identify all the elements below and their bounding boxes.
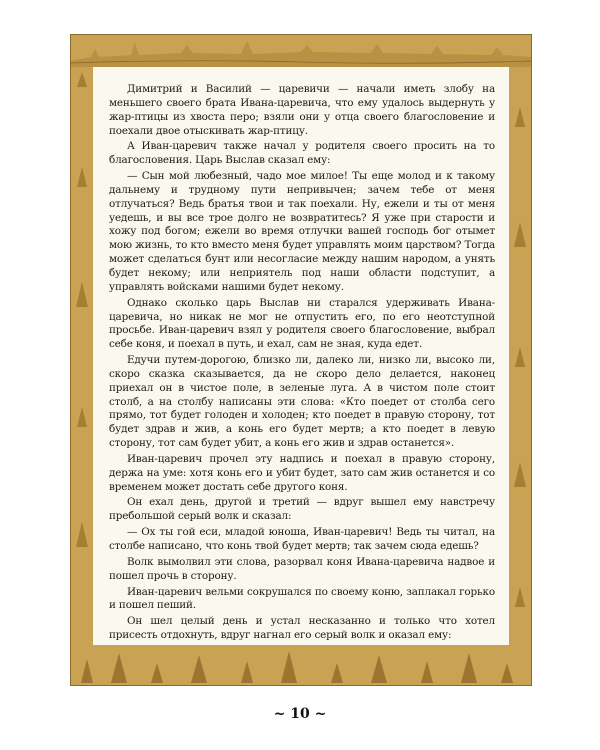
story-paragraph: А Иван-царевич также начал у родителя своего просить на то благословения. Царь Выслав сказал ему:	[109, 140, 495, 167]
kremlin-panorama-illustration	[71, 35, 531, 67]
story-paragraph: Он шел целый день и устал несказанно и только что хотел присесть отдохнуть, вдруг нагнал его серый волк и оказал ему:	[109, 615, 495, 642]
story-paragraph: — Ох ты гой еси, младой юноша, Иван-царевич! Ведь ты читал, на столбе написано, что конь твой будет мертв; так зачем сюда едешь?	[109, 526, 495, 552]
story-paragraph: Однако сколько царь Выслав ни старался удерживать Ивана-царевича, но никак не мог не отпустить его, по его неотступной просьбе. Иван-царевич взял у родителя своего благословение, выбрал себе коня, и поехал в путь, и ехал, сам не зная, куда едет.	[109, 296, 495, 351]
page-number: ~ 10 ~	[273, 706, 327, 722]
story-paragraph: Он ехал день, другой и третий — вдруг вышел ему навстречу пребольшой серый волк и сказал:	[109, 496, 495, 523]
forest-border-right-illustration	[509, 67, 531, 647]
story-paragraph: Димитрий и Василий — царевичи — начали иметь злобу на меньшего своего брата Ивана-царевича, что ему удалось выдернуть у жар-птицы из хвоста перо; взяли они у отца своего благословение и поехали двое отыскивать жар-птицу.	[109, 83, 495, 137]
story-paragraph: Иван-царевич вельми сокрушался по своему коню, заплакал горько и пошел пеший.	[109, 585, 495, 612]
story-paragraph: — Сын мой любезный, чадо мое милое! Ты еще молод и к такому дальнему и трудному пути непривычен; зачем тебе от меня отлучаться? Ведь братья твои и так поехали. Ну, ежели и ты от меня уедешь, и вы все трое долго не возвратитесь? Я уже при старости и хожу под богом; ежели во время отлучки вашей господь бог отымет мою жизнь, то кто вместо меня будет управлять моим царством? Тогда может сделаться бунт или несогласие между нашим народом, а унять будет некому; или неприятель под наши области подступит, а управлять войсками нашими будет некому.	[109, 170, 495, 293]
story-paragraph: Едучи путем-дорогою, близко ли, далеко ли, низко ли, высоко ли, скоро сказка сказывается, да не скоро дело делается, наконец приехал он в чистое поле, в зеленые луга. А в чистом поле стоит столб, а на столбу написаны эти слова: «Кто поедет от столба сего прямо, тот будет голоден и холоден; кто поедет в правую сторону, тот будет здрав и жив, а конь его будет мертв; а кто поедет в левую сторону, тот сам будет убит, а конь его жив и здрав останется».	[109, 354, 495, 450]
page-border-frame	[70, 34, 532, 686]
story-paragraph: Волк вымолвил эти слова, разорвал коня Ивана-царевича надвое и пошел прочь в сторону.	[109, 555, 495, 582]
forest-border-bottom-illustration	[71, 645, 531, 685]
story-paragraph: Иван-царевич прочел эту надпись и поехал в правую сторону, держа на уме: хотя конь его и убит будет, зато сам жив останется и со временем может достать себе другого коня.	[109, 452, 495, 493]
forest-border-left-illustration	[71, 67, 93, 647]
story-text-panel	[93, 67, 509, 645]
